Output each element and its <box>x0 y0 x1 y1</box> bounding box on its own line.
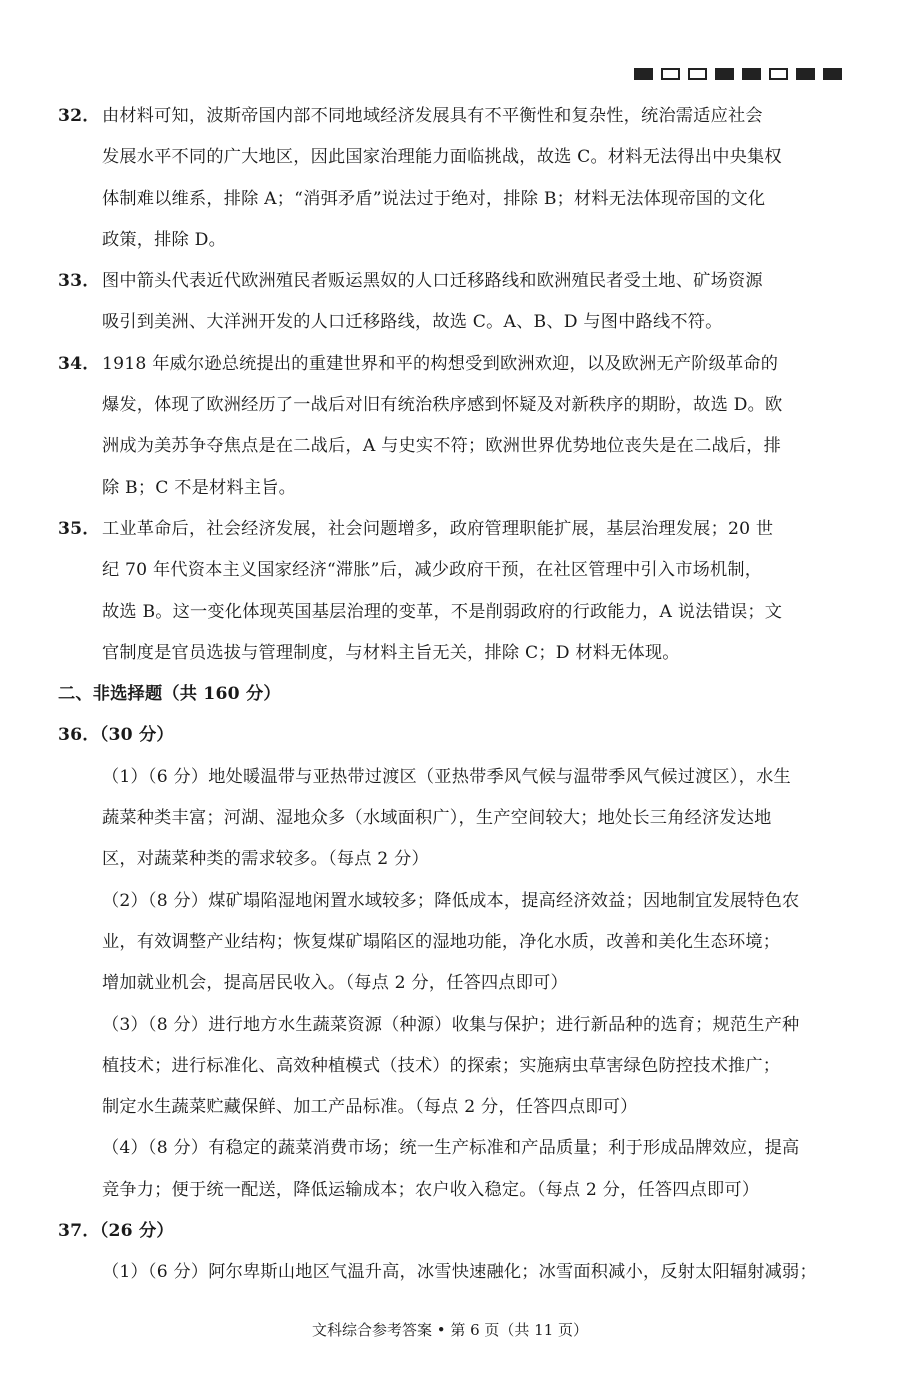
section-heading: 二、非选择题（共 160 分） <box>58 684 281 705</box>
answer-line: 体制难以维系，排除 A；“消弭矛盾”说法过于绝对，排除 B；材料无法体现帝国的文化 <box>102 188 766 209</box>
answer-line: （2）（8 分）煤矿塌陷湿地闲置水域较多；降低成本，提高经济效益；因地制宜发展特色农 <box>102 890 800 911</box>
header-mark <box>688 68 707 80</box>
header-mark <box>823 68 842 80</box>
answer-line: 洲成为美苏争夺焦点是在二战后，A 与史实不符；欧洲世界优势地位丧失是在二战后，排 <box>102 436 782 457</box>
answer-35 <box>58 509 844 674</box>
answer-line: （1）（6 分）阿尔卑斯山地区气温升高，冰雪快速融化；冰雪面积减小，反射太阳辐射减弱； <box>102 1262 817 1283</box>
header-mark <box>769 68 788 80</box>
answer-line: 发展水平不同的广大地区，因此国家治理能力面临挑战，故选 C。材料无法得出中央集权 <box>102 147 782 168</box>
answer-line: 工业革命后，社会经济发展，社会问题增多，政府管理职能扩展，基层治理发展；20 世 <box>102 518 774 539</box>
header-mark <box>715 68 734 80</box>
answer-line: （1）（6 分）地处暖温带与亚热带过渡区（亚热带季风气候与温带季风气候过渡区），水生 <box>102 766 791 787</box>
answer-line: 制定水生蔬菜贮藏保鲜、加工产品标准。（每点 2 分，任答四点即可） <box>102 1097 638 1118</box>
header-mark <box>742 68 761 80</box>
answer-line: （3）（8 分）进行地方水生蔬菜资源（种源）收集与保护；进行新品种的选育；规范生产种 <box>102 1014 800 1035</box>
answer-32 <box>58 96 844 261</box>
answer-line: 植技术；进行标准化、高效种植模式（技术）的探索；实施病虫草害绿色防控技术推广； <box>102 1055 781 1076</box>
question-number: 35． <box>58 518 100 539</box>
header-marks <box>634 68 842 80</box>
answer-line: 爆发，体现了欧洲经历了一战后对旧有统治秩序感到怀疑及对新秩序的期盼，故选 D。欧 <box>102 395 783 416</box>
question-36-parts <box>58 757 844 1211</box>
header-mark <box>634 68 653 80</box>
answer-34 <box>58 344 844 509</box>
answer-line: 蔬菜种类丰富；河湖、湿地众多（水域面积广），生产空间较大；地处长三角经济发达地 <box>102 808 772 829</box>
answer-line: 增加就业机会，提高居民收入。（每点 2 分，任答四点即可） <box>102 973 568 994</box>
answer-line: 1918 年威尔逊总统提出的重建世界和平的构想受到欧洲欢迎，以及欧洲无产阶级革命的 <box>102 353 779 374</box>
answer-line: 图中箭头代表近代欧洲殖民者贩运黑奴的人口迁移路线和欧洲殖民者受土地、矿场资源 <box>102 271 763 292</box>
answer-line: 政策，排除 D。 <box>102 229 226 250</box>
answer-line: 竞争力；便于统一配送，降低运输成本；农户收入稳定。（每点 2 分，任答四点即可） <box>102 1179 760 1200</box>
answer-line: 除 B；C 不是材料主旨。 <box>102 477 296 498</box>
question-number: 33． <box>58 271 100 292</box>
answer-content <box>58 96 844 1294</box>
answer-line: 官制度是官员选拔与管理制度，与材料主旨无关，排除 C；D 材料无体现。 <box>102 642 680 663</box>
header-mark <box>661 68 680 80</box>
answer-line: 由材料可知，波斯帝国内部不同地域经济发展具有不平衡性和复杂性，统治需适应社会 <box>102 106 763 126</box>
answer-line: 区，对蔬菜种类的需求较多。（每点 2 分） <box>102 849 429 870</box>
answer-line: 吸引到美洲、大洋洲开发的人口迁移路线，故选 C。A、B、D 与图中路线不符。 <box>102 312 723 333</box>
answer-line: （4）（8 分）有稳定的蔬菜消费市场；统一生产标准和产品质量；利于形成品牌效应，提高 <box>102 1138 800 1159</box>
question-number: 34． <box>58 353 100 374</box>
answer-line: 故选 B。这一变化体现英国基层治理的变革，不是削弱政府的行政能力，A 说法错误；文 <box>102 601 783 622</box>
answer-line: 业，有效调整产业结构；恢复煤矿塌陷区的湿地功能，净化水质，改善和美化生态环境； <box>102 931 781 952</box>
answer-line: 纪 70 年代资本主义国家经济“滞胀”后，减少政府干预，在社区管理中引入市场机制， <box>102 560 763 581</box>
question-36-heading: 36．（30 分） <box>58 725 174 746</box>
question-number: 32． <box>58 106 100 126</box>
answer-33 <box>58 261 844 344</box>
header-mark <box>796 68 815 80</box>
page-footer: 文科综合参考答案 • 第 6 页（共 11 页） <box>311 1321 589 1339</box>
question-37-parts <box>58 1252 844 1293</box>
question-37-heading: 37．（26 分） <box>58 1221 174 1242</box>
